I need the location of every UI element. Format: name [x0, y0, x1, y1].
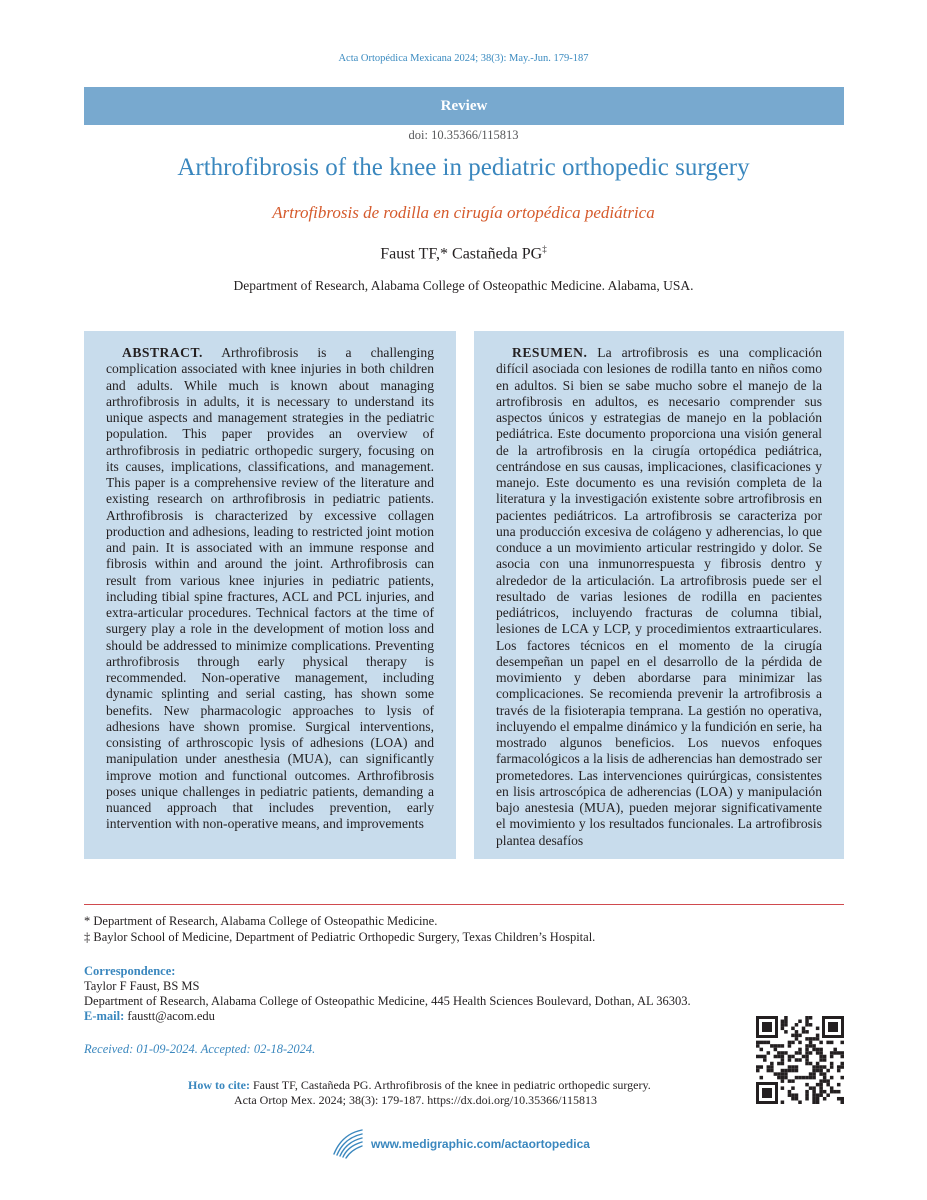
citation — [188, 1078, 651, 1108]
correspondence-address: Department of Research, Alabama College of Osteopathic Medicine, 445 Health Sciences Boulevard, Dothan, AL 36303. — [84, 994, 691, 1008]
article-title: Arthrofibrosis of the knee in pediatric orthopedic surgery — [177, 154, 750, 181]
footnote-divider — [84, 904, 844, 905]
qr-code-icon[interactable] — [756, 1016, 844, 1104]
email-link[interactable]: faustt@acom.edu — [124, 1009, 215, 1023]
doi[interactable]: doi: 10.35366/115813 — [408, 128, 519, 142]
section-banner: Review — [84, 87, 844, 125]
citation-label: How to cite: — [188, 1078, 250, 1092]
citation-line-1 — [188, 1078, 651, 1093]
footnote-1: * Department of Research, Alabama College of Osteopathic Medicine. — [84, 914, 438, 928]
abstract-english-text — [106, 345, 434, 833]
affiliation: Department of Research, Alabama College of Osteopathic Medicine. Alabama, USA. — [233, 278, 694, 293]
author-2: Castañeda PG — [448, 245, 543, 263]
authors — [0, 244, 927, 263]
abstract-spanish-text — [496, 345, 822, 849]
medigraphic-website-link[interactable]: www.medigraphic.com/actaortopedica — [371, 1137, 590, 1151]
correspondence-name: Taylor F Faust, BS MS — [84, 979, 200, 993]
abstract-english-label: ABSTRACT. — [122, 345, 203, 360]
medigraphic-logo-icon — [330, 1124, 366, 1160]
abstract-spanish — [474, 331, 844, 859]
footnote-2: ‡ Baylor School of Medicine, Department of Pediatric Orthopedic Surgery, Texas Children’s Hospital. — [84, 930, 596, 944]
journal-reference: Acta Ortopédica Mexicana 2024; 38(3): May.-Jun. 179-187 — [338, 53, 589, 64]
abstract-english — [84, 331, 456, 859]
citation-line-2[interactable]: Acta Ortop Mex. 2024; 38(3): 179-187. https://dx.doi.org/10.35366/115813 — [234, 1093, 597, 1107]
citation-text-1: Faust TF, Castañeda PG. Arthrofibrosis of the knee in pediatric orthopedic surgery. — [249, 1078, 651, 1092]
author-1: Faust TF, — [380, 245, 441, 263]
abstract-english-body: Arthrofibrosis is a challenging complication associated with knee injuries in both children and adults. While much is known about managing arthrofibrosis in adults, it is necessary to understand its unique aspects and management strategies in the pediatric population. This paper provides an overview of arthrofibrosis in pediatric orthopedic surgery, focusing on its causes, implications, classifications, and management. This paper is a comprehensive review of the literature and existing research on arthrofibrosis in pediatric patients. Arthrofibrosis is characterized by excessive collagen production and adhesions, leading to restricted joint motion and pain. It is associated with an immune response and fibrosis within and around the joint. Arthrofibrosis can result from various knee injuries in pediatric patients, including tibial spine fractures, ACL and PCL injuries, and extra-articular procedures. Technical factors at the time of surgery play a role in the development of motion loss and should be addressed to minimize complications. Preventing arthrofibrosis through early physical therapy is recommended. Non-operative management, including dynamic splinting and serial casting, has shown some benefits. New pharmacologic approaches to lysis of adhesions have shown promise. Surgical interventions, consisting of arthroscopic lysis of adhesions (LOA) and manipulation under anesthesia (MUA), can significantly improve motion and functional outcomes. Arthrofibrosis poses unique challenges in pediatric patients, demanding a nuanced approach that includes prevention, early intervention with non-operative means, and improvements — [106, 345, 434, 832]
author-1-mark: * — [440, 245, 449, 263]
received-dates: Received: 01-09-2024. Accepted: 02-18-2024. — [84, 1042, 316, 1056]
article-subtitle: Artrofibrosis de rodilla en cirugía ortopédica pediátrica — [272, 203, 655, 222]
correspondence-label: Correspondence: — [84, 964, 176, 978]
abstract-spanish-label: RESUMEN. — [512, 345, 588, 360]
correspondence — [84, 964, 691, 1024]
correspondence-email-line — [84, 1009, 691, 1024]
author-2-mark: ‡ — [542, 244, 547, 254]
email-label: E-mail: — [84, 1009, 125, 1023]
abstract-spanish-body: La artrofibrosis es una complicación difícil asociada con lesiones de rodilla tanto en niños como en adultos. Si bien se sabe mucho sobre el manejo de la artrofibrosis en adultos, es necesario comprender sus aspectos únicos y estrategias de manejo en la población pediátrica. Este documento proporciona una visión general de la artrofibrosis en la cirugía ortopédica pediátrica, centrándose en sus causas, implicaciones, clasificaciones y manejo. Este documento es una revisión completa de la literatura y la investigación existente sobre artrofibrosis en pacientes pediátricos. La artrofibrosis se caracteriza por una producción excesiva de colágeno y adherencias, lo que conduce a un movimiento articular restringido y dolor. Se asocia con una inmunorrespuesta y fibrosis dentro y alrededor de la articulación. La artrofibrosis puede ser el resultado de varias lesiones de rodilla en pacientes pediátricos, incluyendo fracturas de columna tibial, lesiones de LCA y LCP, y procedimientos extraarticulares. Los factores técnicos en el momento de la cirugía desempeñan un papel en el desarrollo de la pérdida de movimiento y deben abordarse para minimizar las complicaciones. Se recomienda prevenir la artrofibrosis a través de la fisioterapia temprana. La gestión no operativa, incluyendo el empalme dinámico y la fundición en serie, ha mostrado algunos beneficios. Los nuevos enfoques farmacológicos a la lisis de adherencias han demostrado ser prometedores. Las intervenciones quirúrgicas, consistentes en lisis artroscópica de adherencias (LOA) y manipulación bajo anestesia (MUA), pueden mejorar significativamente el movimiento y los resultados funcionales. La artrofibrosis plantea desafíos — [496, 345, 822, 848]
